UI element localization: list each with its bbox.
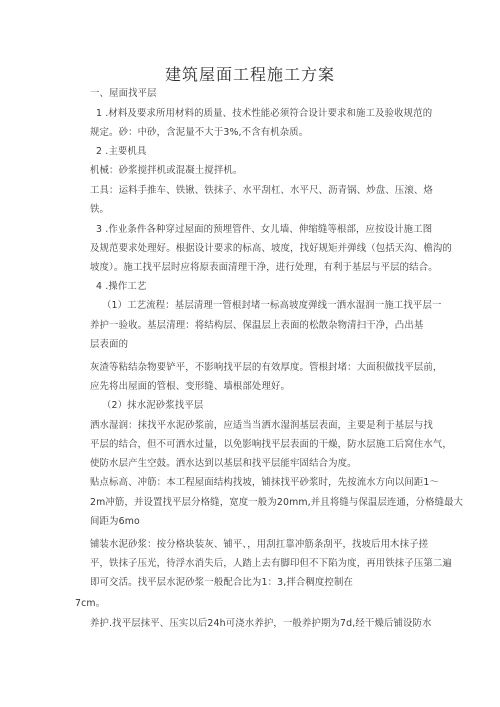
paragraph-line: 坡度）。施工找平层时应将原表面清理干净，进行处理，有利于基层与平层的结合。 [90, 262, 438, 273]
paragraph-line: 贴点标高、冲筋：本工程屋面结构找坡，铺抹找平砂浆时，先按流水方向以间距1〜 [90, 477, 440, 488]
paragraph-line: 7cm。 [75, 598, 106, 609]
paragraph-line: 3 .作业条件各种穿过屋面的预埋管件、女儿墙、伸缩缝等根部，应按设计施工图 [96, 224, 433, 235]
paragraph-line: 平，铁抹子压光，待浮水消失后，人踏上去有脚印但不下陷为度，再用铁抹子压第二遍 [90, 558, 452, 569]
paragraph-line: 1 .材料及要求所用材料的质量、技术性能必须符合设计要求和施工及验收规范的 [96, 108, 433, 119]
subheading-cement-mortar: （2）抹水泥砂浆找平层 [102, 400, 204, 411]
subheading-tools: 2 .主要机具 [96, 146, 147, 157]
subheading-operation: 4 .操作工艺 [96, 281, 147, 292]
paragraph-line: 养护.找平层抹平、压实以后24h可浇水养护，一般养护期为7d,经干燥后铺设防水 [90, 618, 432, 629]
paragraph-line: 工具：运料手推车、铁锹、铁抹子、水平刮杠、水平尺、沥青锅、炒盘、压滚、烙 [90, 185, 433, 196]
paragraph-line: 应先将出屋面的管根、变形缝、墙根部处理好。 [90, 381, 291, 392]
paragraph-line: 机械：砂浆搅拌机或混凝土搅拌机。 [90, 165, 243, 176]
paragraph-line: （1）工艺流程：基层清理一管根封堵一标高坡度弹线一洒水湿润一施工找平层一 [102, 300, 442, 311]
paragraph-line: 及规范要求处理好。根据设计要求的标高、坡度，找好规矩并弹线（包括天沟、檐沟的 [90, 243, 452, 254]
paragraph-line: 平层的结合，但不可洒水过量，以免影响找平层表面的干燥，防水层施工后窝住水气， [90, 439, 452, 450]
paragraph-line: 养护一验收。基层清理：将结构层、保温层上表面的松散杂物清扫干净，凸出基 [90, 320, 424, 331]
page-title: 建筑屋面工程施工方案 [164, 65, 335, 84]
paragraph-line: 使防水层产生空鼓。洒水达到以基层和找平层能牢固结合为度。 [90, 458, 357, 469]
paragraph-line: 间距为6mo [90, 516, 140, 527]
section-heading-roof-leveling: 一、屋面找平层 [90, 88, 157, 99]
paragraph-line: 铺装水泥砂浆：按分格块装灰、铺平、，用刮扛靠冲筋条刮平，找坡后用木抹子搓 [90, 539, 429, 550]
paragraph-line: 层表面的 [90, 339, 129, 350]
paragraph-line: 2m冲筋，并设置找平层分格缝，宽度一般为20mm,并且将缝与保温层连通，分格缝最大 [90, 497, 464, 508]
paragraph-line: 规定。砂：中砂，含泥量不大于3%,不含有机杂质。 [90, 127, 309, 138]
paragraph-line: 洒水湿润：抹找平水泥砂浆前，应适当当洒水湿润基层表面，主要是利于基层与找 [90, 420, 433, 431]
paragraph-line: 铁。 [90, 204, 110, 215]
paragraph-line: 灰渣等粘结杂物要铲平，不影响找平层的有效厚度。管根封堵：大面积做找平层前， [90, 362, 443, 373]
paragraph-line: 即可交活。找平层水泥砂浆一般配合比为1：3,拌合稠度控制在 [90, 577, 354, 588]
